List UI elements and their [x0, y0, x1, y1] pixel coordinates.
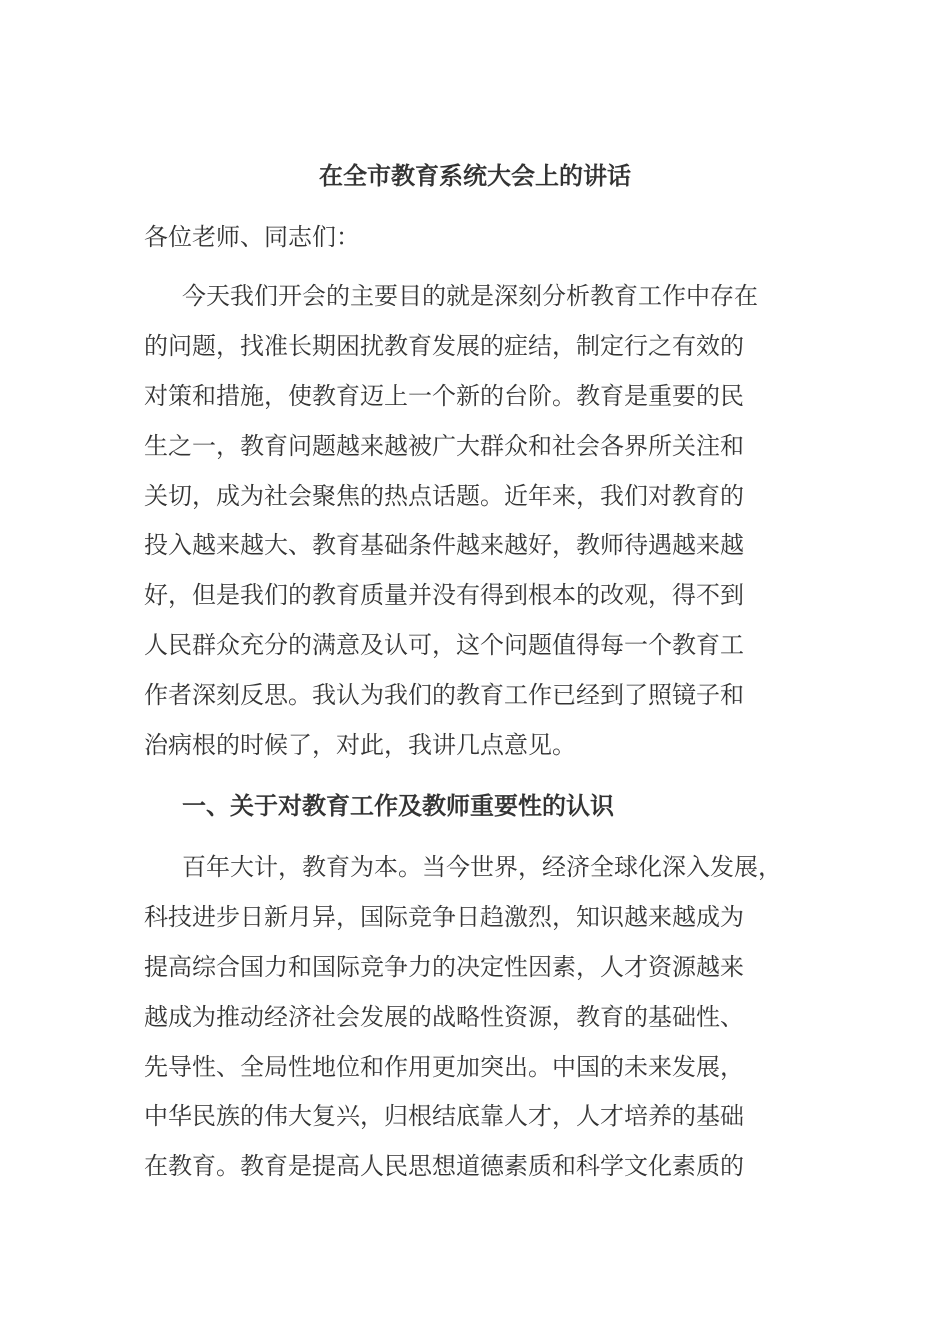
- paragraph-2: [144, 843, 804, 1192]
- paragraph-line: 越成为推动经济社会发展的战略性资源，教育的基础性、: [144, 1002, 744, 1031]
- paragraph-line: 关切，成为社会聚焦的热点话题。近年来，我们对教育的: [144, 481, 744, 510]
- paragraph-line: 中华民族的伟大复兴，归根结底靠人才，人才培养的基础: [144, 1102, 744, 1131]
- section-heading: 一、关于对教育工作及教师重要性的认识: [182, 792, 614, 820]
- paragraph-line: 对策和措施，使教育迈上一个新的台阶。教育是重要的民: [144, 381, 744, 410]
- paragraph-line: 提高综合国力和国际竞争力的决定性因素，人才资源越来: [144, 952, 744, 981]
- paragraph-line: 百年大计，教育为本。当今世界，经济全球化深入发展，: [182, 853, 782, 881]
- paragraph-line: 作者深刻反思。我认为我们的教育工作已经到了照镜子和: [144, 681, 744, 710]
- paragraph-line: 人民群众充分的满意及认可，这个问题值得每一个教育工: [144, 631, 744, 660]
- document-title: 在全市教育系统大会上的讲话: [319, 162, 631, 190]
- paragraph-line: 科技进步日新月异，国际竞争日趋激烈，知识越来越成为: [144, 902, 744, 931]
- paragraph-line: 在教育。教育是提高人民思想道德素质和科学文化素质的: [144, 1152, 744, 1181]
- paragraph-1: [144, 272, 804, 771]
- paragraph-line: 投入越来越大、教育基础条件越来越好，教师待遇越来越: [144, 531, 744, 560]
- paragraph-line: 好，但是我们的教育质量并没有得到根本的改观，得不到: [144, 581, 744, 610]
- paragraph-line: 治病根的时候了，对此，我讲几点意见。: [144, 731, 576, 760]
- salutation: 各位老师、同志们：: [144, 223, 360, 251]
- paragraph-line: 生之一，教育问题越来越被广大群众和社会各界所关注和: [144, 431, 744, 460]
- paragraph-line: 的问题，找准长期困扰教育发展的症结，制定行之有效的: [144, 331, 744, 360]
- paragraph-line: 今天我们开会的主要目的就是深刻分析教育工作中存在: [182, 282, 758, 310]
- paragraph-line: 先导性、全局性地位和作用更加突出。中国的未来发展，: [144, 1052, 744, 1081]
